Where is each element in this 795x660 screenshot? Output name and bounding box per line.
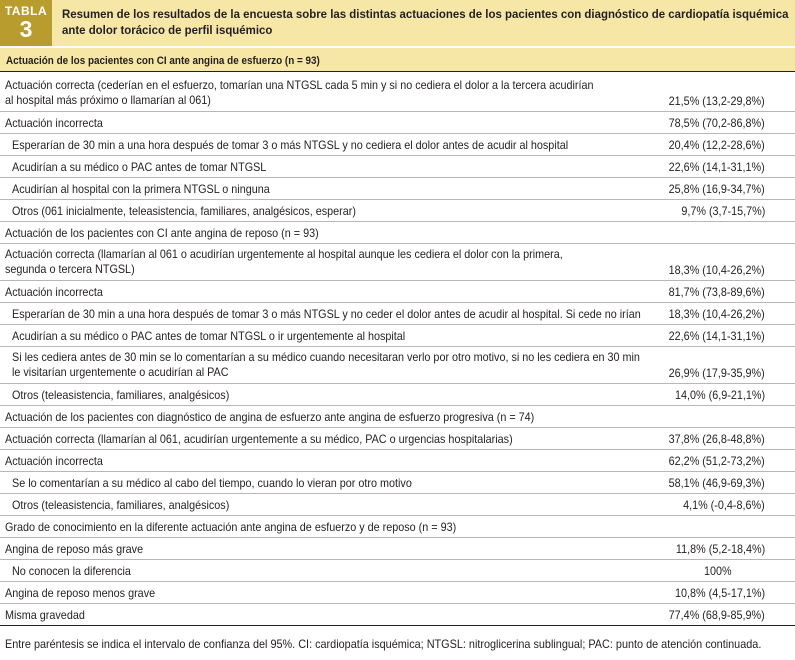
table-row — [0, 560, 795, 582]
row-label: Otros (teleasistencia, familiares, analgésicos) — [12, 388, 230, 402]
section-heading-row — [0, 406, 795, 428]
table-title-line-2: ante dolor torácico de perfil isquémico — [62, 23, 273, 37]
row-label: Angina de reposo menos grave — [5, 586, 156, 600]
table-row — [0, 156, 795, 178]
table-row — [0, 75, 795, 112]
table-row — [0, 582, 795, 604]
row-value: 78,5% (70,2-86,8%) — [668, 116, 765, 130]
table-row — [0, 538, 795, 560]
table-row — [0, 281, 795, 303]
row-label: Actuación correcta (llamarían al 061 o acudirían urgentemente al hospital aunque les cediera el dolor con la primera, — [5, 247, 563, 261]
table-footnote: Entre paréntesis se indica el intervalo de confianza del 95%. CI: cardiopatía isquémica; NTGSL: nitroglicerina sublingual; PAC: punto de atención continuada. — [5, 637, 762, 651]
row-label-continued: le visitarían urgentemente o acudirían al PAC — [12, 365, 229, 379]
row-value: 77,4% (68,9-85,9%) — [668, 608, 765, 622]
table-row — [0, 604, 795, 626]
table-header — [0, 0, 795, 46]
row-label: Esperarían de 30 min a una hora después de tomar 3 o más NTGSL y no cediera el dolor antes de acudir al hospital — [12, 138, 569, 152]
section-heading-label: Actuación de los pacientes con diagnóstico de angina de esfuerzo ante angina de esfuerzo progresiva (n = 74) — [5, 410, 535, 424]
table-row — [0, 134, 795, 156]
row-label: Actuación incorrecta — [5, 285, 103, 299]
section-heading-label: Grado de conocimiento en la diferente actuación ante angina de esfuerzo y de reposo (n = 93) — [5, 520, 457, 534]
row-label: Si les cediera antes de 30 min se lo comentarían a su médico cuando necesitaran verlo por otro motivo, si no les cediera en 30 min — [12, 350, 640, 364]
section-heading-row — [0, 516, 795, 538]
row-value: 62,2% (51,2-73,2%) — [668, 454, 765, 468]
row-label: Se lo comentarían a su médico al cabo del tiempo, cuando lo vieran por otro motivo — [12, 476, 412, 490]
row-value: 25,8% (16,9-34,7%) — [668, 182, 765, 196]
table-row — [0, 303, 795, 325]
table-row — [0, 428, 795, 450]
row-value: 20,4% (12,2-28,6%) — [668, 138, 765, 152]
row-label-continued: al hospital más próximo o llamarían al 061) — [5, 93, 211, 107]
table-row — [0, 494, 795, 516]
row-value: 37,8% (26,8-48,8%) — [668, 432, 765, 446]
row-label: Acudirían a su médico o PAC antes de tomar NTGSL o ir urgentemente al hospital — [12, 329, 406, 343]
row-label: Esperarían de 30 min a una hora después de tomar 3 o más NTGSL y no ceder el dolor antes de acudir al hospital. Si cede no irían — [12, 307, 641, 321]
row-label: Misma gravedad — [5, 608, 85, 622]
row-label: Otros (061 inicialmente, teleasistencia, familiares, analgésicos, esperar) — [12, 204, 356, 218]
row-label: Actuación correcta (cederían en el esfuerzo, tomarían una NTGSL cada 5 min y si no cediera el dolor a la tercera acudirían — [5, 78, 594, 92]
table-tag-word: TABLA — [4, 4, 48, 18]
row-label: Actuación incorrecta — [5, 454, 103, 468]
row-label: Actuación incorrecta — [5, 116, 103, 130]
table-row — [0, 472, 795, 494]
row-label: Acudirían al hospital con la primera NTGSL o ninguna — [12, 182, 270, 196]
row-value: 81,7% (73,8-89,6%) — [668, 285, 765, 299]
row-value: 22,6% (14,1-31,1%) — [668, 329, 765, 343]
table-tag — [0, 0, 52, 46]
table-title — [62, 6, 789, 38]
row-label: Acudirían a su médico o PAC antes de tomar NTGSL — [12, 160, 267, 174]
table-row — [0, 178, 795, 200]
row-value: 14,0% (6,9-21,1%) — [674, 388, 765, 402]
row-value: 4,1% (-0,4-8,6%) — [683, 498, 765, 512]
table-row — [0, 384, 795, 406]
row-value: 10,8% (4,5-17,1%) — [674, 586, 765, 600]
row-value: 21,5% (13,2-29,8%) — [668, 94, 765, 108]
table-row — [0, 244, 795, 281]
row-label: Otros (teleasistencia, familiares, analgésicos) — [12, 498, 230, 512]
table-row — [0, 325, 795, 347]
table-title-line-1: Resumen de los resultados de la encuesta sobre las distintas actuaciones de los pacientes con diagnóstico de cardiopatía isquémica — [62, 7, 789, 21]
row-value: 18,3% (10,4-26,2%) — [668, 263, 765, 277]
row-label: Actuación correcta (llamarían al 061, acudirían urgentemente a su médico, PAC o urgencias hospitalarias) — [5, 432, 513, 446]
table-row — [0, 112, 795, 134]
table-tag-number: 3 — [19, 16, 33, 42]
row-value: 18,3% (10,4-26,2%) — [668, 307, 765, 321]
row-value: 100% — [704, 564, 732, 578]
section-heading-label: Actuación de los pacientes con CI ante angina de reposo (n = 93) — [5, 226, 319, 240]
row-value: 26,9% (17,9-35,9%) — [668, 366, 765, 380]
row-label: No conocen la diferencia — [12, 564, 131, 578]
section-heading-esfuerzo — [0, 48, 795, 72]
row-label: Angina de reposo más grave — [5, 542, 144, 556]
section-heading-row — [0, 222, 795, 244]
row-value: 11,8% (5,2-18,4%) — [675, 542, 765, 556]
section-heading-text: Actuación de los pacientes con CI ante angina de esfuerzo (n = 93) — [6, 55, 320, 67]
row-value: 58,1% (46,9-69,3%) — [668, 476, 765, 490]
row-value: 22,6% (14,1-31,1%) — [668, 160, 765, 174]
table-row — [0, 200, 795, 222]
table-row — [0, 450, 795, 472]
table-row — [0, 347, 795, 384]
row-value: 9,7% (3,7-15,7%) — [680, 204, 765, 218]
row-label-continued: segunda o tercera NTGSL) — [5, 262, 135, 276]
